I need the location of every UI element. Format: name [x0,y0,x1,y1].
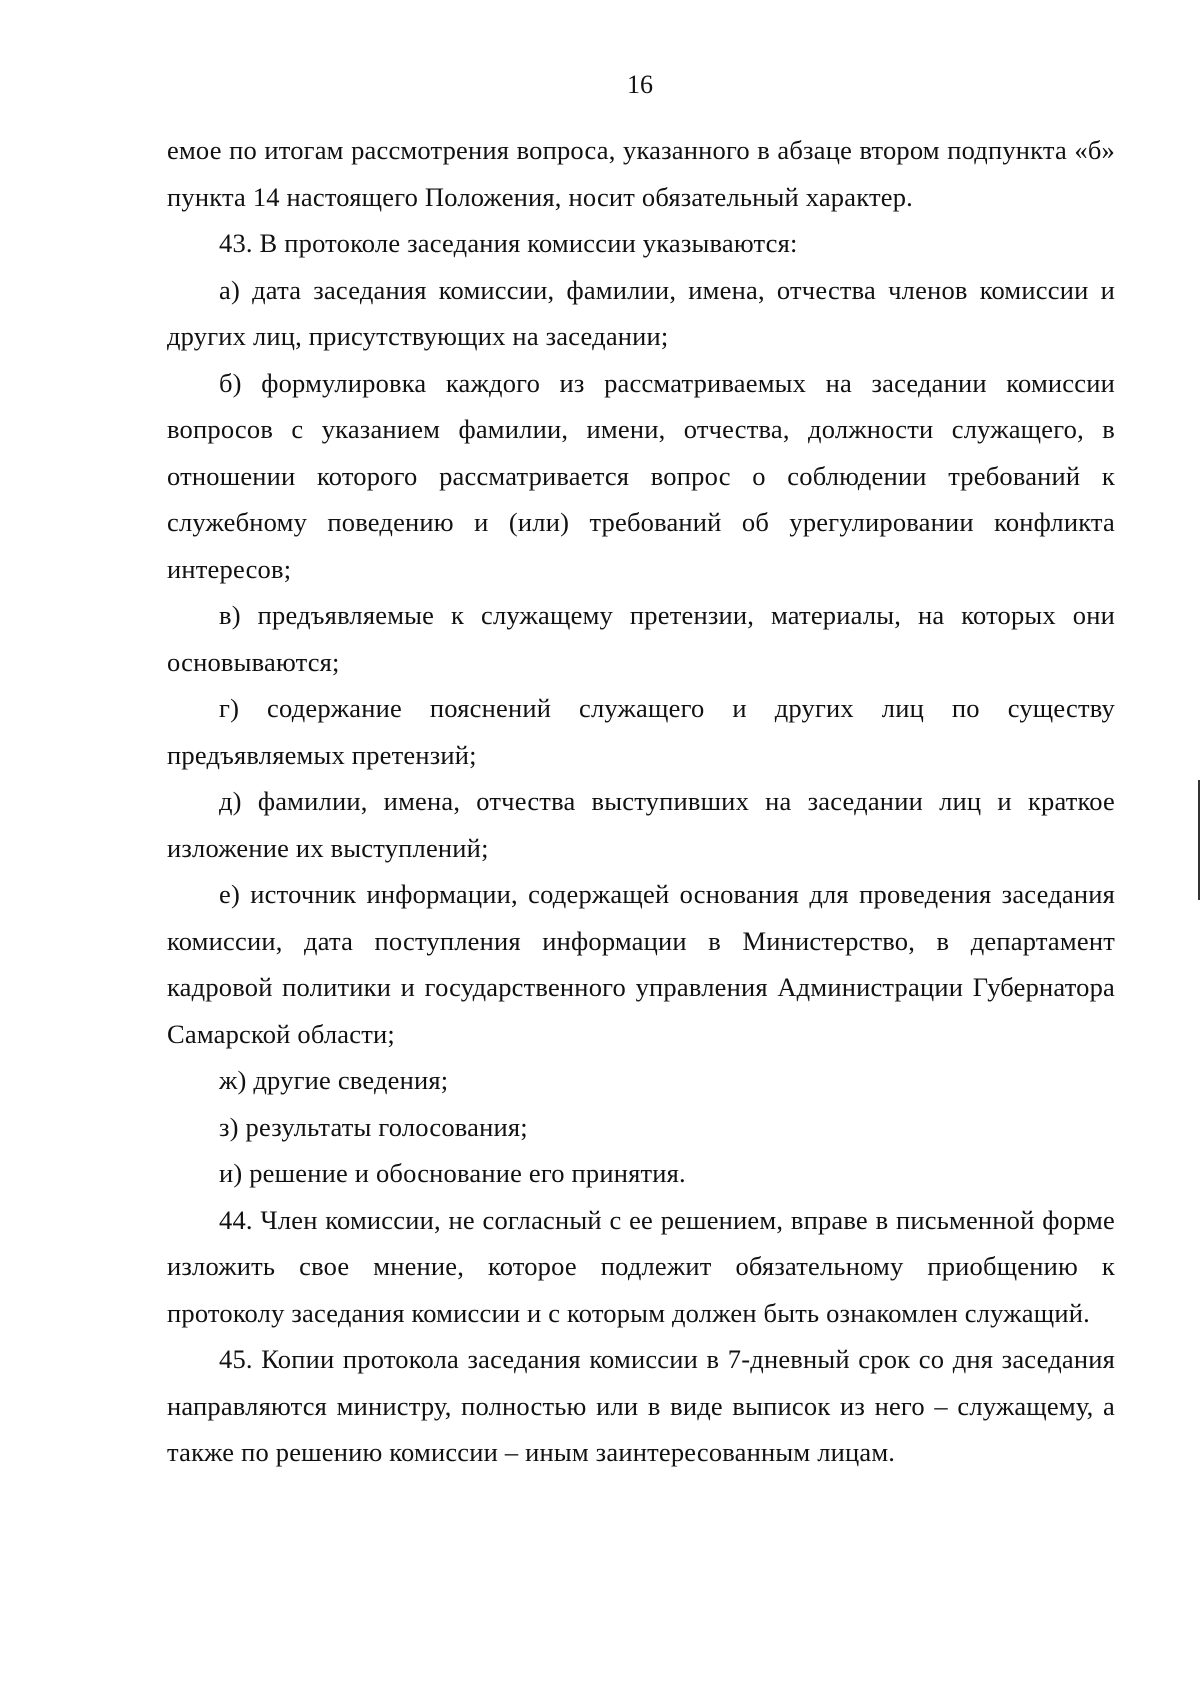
paragraph-43-b: б) формулировка каждого из рассматриваемых на заседании комиссии вопросов с указанием фамилии, имени, отчества, должности служащего, в отношении которого рассматривается вопрос о соблюдении требований к служебному поведению и (или) требований об урегулировании конфликта интересов; [167,367,1115,584]
paragraph-43-z: з) результаты голосования; [219,1111,528,1142]
document-body [167,127,1115,1476]
paragraph-45: 45. Копии протокола заседания комиссии в 7-дневный срок со дня заседания направляются министру, полностью или в виде выписок из него – служащему, а также по решению комиссии – иным заинтересованным лицам. [167,1344,1115,1467]
paragraph-44: 44. Член комиссии, не согласный с ее решением, вправе в письменной форме изложить свое мнение, которое подлежит обязательному приобщению к протоколу заседания комиссии и с которым должен быть ознакомлен служащий. [167,1204,1115,1328]
paragraph-43-g: г) содержание пояснений служащего и других лиц по существу предъявляемых претензий; [167,693,1115,770]
paragraph-43-v: в) предъявляемые к служащему претензии, материалы, на которых они основываются; [167,600,1115,677]
paragraph-43-i: и) решение и обоснование его принятия. [219,1158,686,1188]
paragraph-43: 43. В протоколе заседания комиссии указываются: [219,228,798,258]
paragraph-43-d: д) фамилии, имена, отчества выступивших на заседании лиц и краткое изложение их выступлений; [167,786,1115,863]
paragraph-43-a: а) дата заседания комиссии, фамилии, имена, отчества членов комиссии и других лиц, присутствующих на заседании; [167,274,1115,351]
paragraph-43-zh: ж) другие сведения; [219,1065,449,1095]
paragraph-continuation: емое по итогам рассмотрения вопроса, указанного в абзаце втором подпункта «б» пункта 14 настоящего Положения, носит обязательный характер. [167,135,1115,212]
paragraph-43-e: е) источник информации, содержащей основания для проведения заседания комиссии, дата поступления информации в Министерство, в департамент кадровой политики и государственного управления Администрации Губернатора Самарской области; [167,879,1115,1049]
page-number: 16 [627,70,653,99]
